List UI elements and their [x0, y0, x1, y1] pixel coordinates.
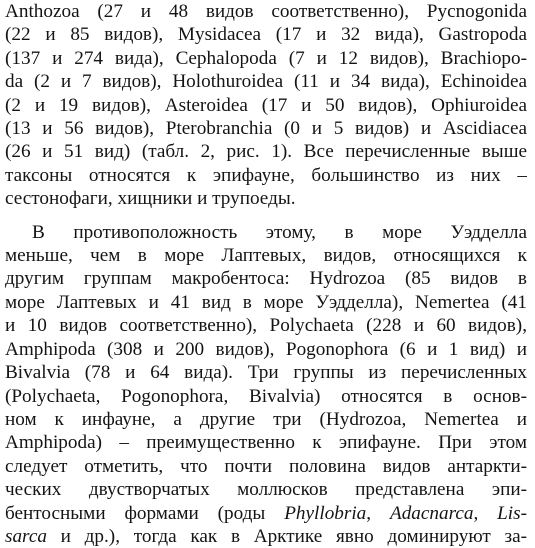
text-line — [5, 502, 527, 525]
text-line — [5, 187, 527, 210]
text-span: (13 и 56 видов), Pterobranchia (0 и 5 видов) и Ascidiacea — [5, 118, 527, 140]
text-span: Anthozoa (27 и 48 видов соответственно), Pycnogonida — [5, 1, 527, 22]
text-line — [5, 338, 527, 361]
paragraph-1 — [5, 0, 527, 211]
text-span: и др.), тогда как в Арктике явно доминируют за- — [46, 525, 527, 547]
text-line — [5, 140, 527, 163]
text-span: сестонофаги, хищники и трупоеды. — [5, 188, 296, 210]
text-line — [5, 117, 527, 140]
text-line — [5, 385, 527, 408]
text-line — [5, 291, 527, 314]
text-span: В противоположность этому, в море Уэдделла — [32, 221, 527, 243]
text-line — [5, 525, 527, 548]
text-span: Bivalvia (78 и 64 вида). Три группы из перечисленных — [5, 362, 527, 384]
text-span: следует отметить, что почти половина видов антаркти- — [5, 455, 527, 477]
text-span: ном к инфауне, а другие три (Hydrozoa, Nemertea и — [5, 408, 527, 430]
genus-name: Phyllobria — [284, 502, 367, 524]
text-span: da (2 и 7 видов), Holothuroidea (11 и 34 вида), Echinoidea — [5, 71, 527, 93]
text-line — [5, 221, 527, 244]
text-span: (26 и 51 вид) (табл. 2, рис. 1). Все перечисленные выше — [5, 141, 527, 163]
text-line — [5, 94, 527, 117]
text-span: , — [366, 502, 390, 524]
text-line — [5, 408, 527, 431]
text-line — [5, 478, 527, 501]
text-span: (Polychaeta, Pogonophora, Bivalvia) относятся в основ- — [5, 385, 527, 407]
text-span: меньше, чем в море Лаптевых, видов, относящихся к — [5, 245, 527, 267]
text-span: таксоны относятся к эпифауне, большинство из них – — [5, 164, 527, 186]
text-line — [5, 455, 527, 478]
paragraph-2 — [5, 221, 527, 548]
genus-name: Lis- — [497, 502, 527, 524]
genus-name: sarca — [5, 525, 47, 547]
text-line — [5, 244, 527, 267]
text-span: (22 и 85 видов), Mysidacea (17 и 32 вида), Gastropoda — [5, 24, 527, 46]
text-line — [5, 47, 527, 70]
text-line — [5, 164, 527, 187]
document-page — [5, 0, 527, 547]
text-span: Amphipoda) – преимущественно к эпифауне. При этом — [5, 432, 527, 454]
text-span: (2 и 19 видов), Asteroidea (17 и 50 видов), Ophiuroidea — [5, 94, 527, 116]
text-line — [5, 431, 527, 454]
text-span: , — [473, 502, 498, 524]
text-span: другим группам макробентоса: Hydrozoa (85 видов в — [5, 268, 527, 290]
text-span: ческих двустворчатых моллюсков представлена эпи- — [5, 479, 527, 501]
text-line — [5, 23, 527, 46]
text-line — [5, 361, 527, 384]
text-line — [5, 314, 527, 337]
text-span: (137 и 274 вида), Cephalopoda (7 и 12 видов), Brachiopo- — [5, 47, 527, 69]
genus-name: Adacnarca — [389, 502, 474, 524]
text-span: Amphipoda (308 и 200 видов), Pogonophora (6 и 1 вид) и — [5, 338, 527, 360]
text-span: и 10 видов соответственно), Polychaeta (228 и 60 видов), — [5, 315, 527, 337]
text-span: море Лаптевых и 41 вид в море Уэдделла), Nemertea (41 — [5, 291, 527, 313]
text-span: бентосными формами (роды — [5, 502, 285, 524]
text-line — [5, 0, 527, 23]
text-line — [5, 267, 527, 290]
text-line — [5, 70, 527, 93]
